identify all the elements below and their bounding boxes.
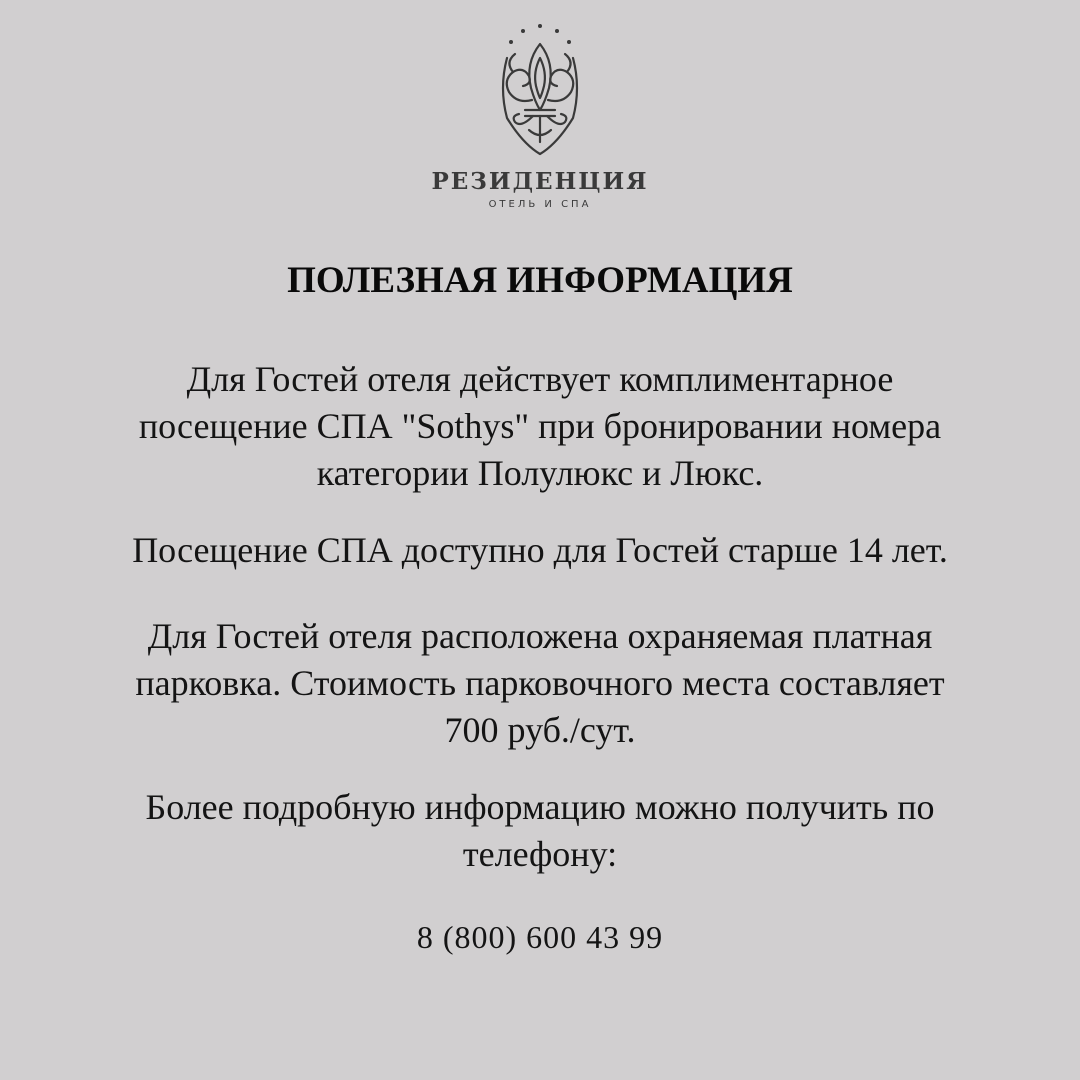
paragraph-line: категории Полулюкс и Люкс. xyxy=(316,453,764,493)
paragraph-line: Для Гостей отеля расположена охраняемая платная xyxy=(147,616,933,656)
paragraph-line: телефону: xyxy=(462,834,618,874)
paragraph-line: парковка. Стоимость парковочного места составляет xyxy=(135,663,945,703)
paragraph-line: Более подробную информацию можно получить по xyxy=(145,787,935,827)
paragraph-line: посещение СПА "Sothys" при бронировании номера xyxy=(138,406,942,446)
phone-number[interactable]: 8 (800) 600 43 99 xyxy=(416,919,664,955)
paragraph-parking xyxy=(60,613,1020,754)
paragraph-line: 700 руб./сут. xyxy=(444,710,636,750)
hotel-logo xyxy=(0,18,1080,158)
paragraph-line: Для Гостей отеля действует комплиментарное xyxy=(186,359,894,399)
fleur-de-lis-emblem-icon xyxy=(485,18,595,158)
page-title: ПОЛЕЗНАЯ ИНФОРМАЦИЯ xyxy=(287,260,793,301)
brand-subtitle: ОТЕЛЬ И СПА xyxy=(488,199,592,210)
brand-name: РЕЗИДЕНЦИЯ xyxy=(431,168,649,195)
paragraph-spa-age xyxy=(60,527,1020,574)
paragraph-more-info xyxy=(60,784,1020,878)
paragraph-line: Посещение СПА доступно для Гостей старше 14 лет. xyxy=(132,530,948,570)
paragraph-spa-complimentary xyxy=(60,356,1020,497)
